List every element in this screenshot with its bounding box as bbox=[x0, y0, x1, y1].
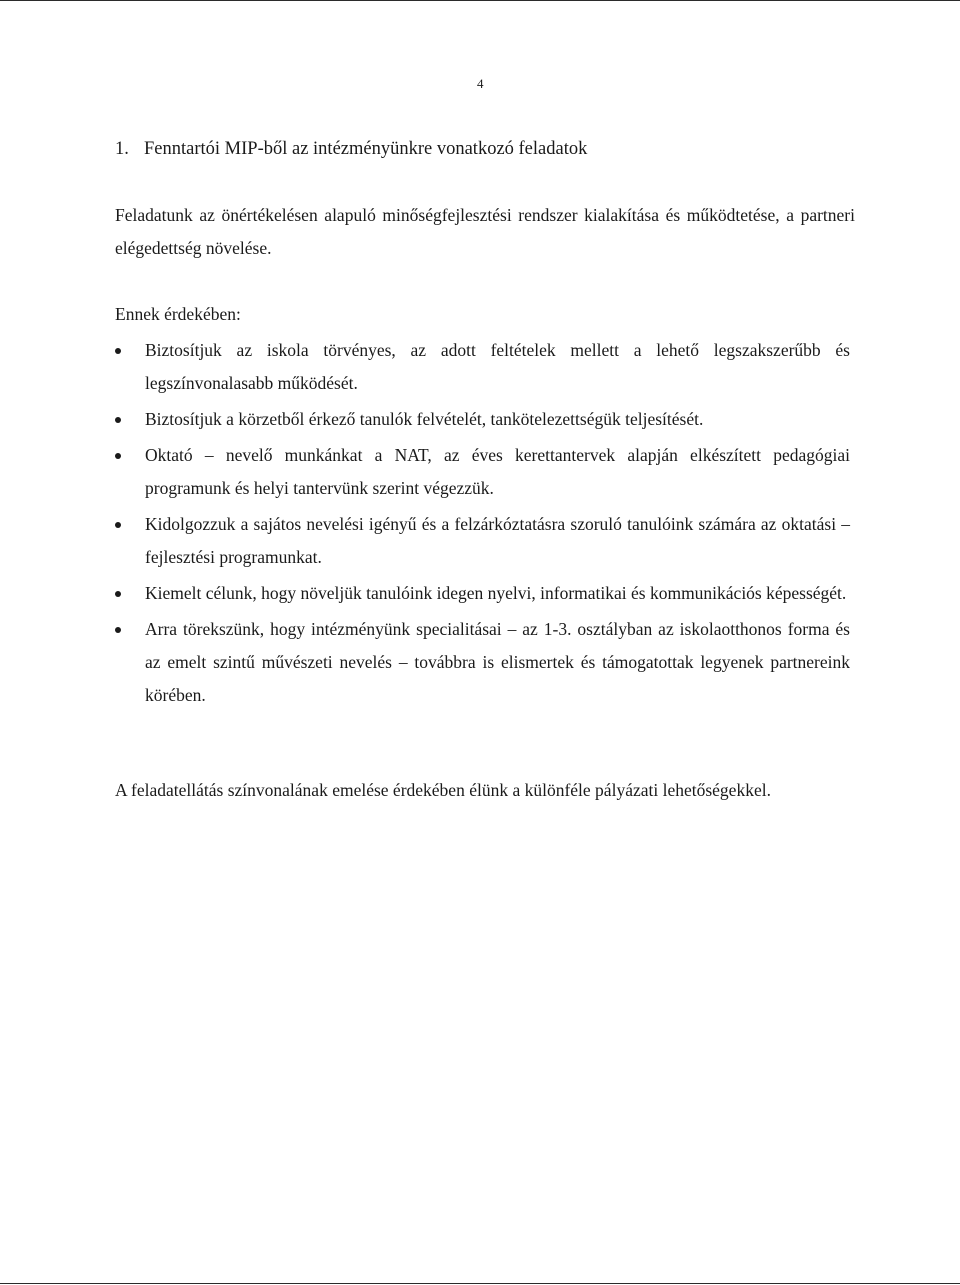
list-item bbox=[115, 403, 850, 436]
bullet-icon bbox=[115, 522, 121, 528]
list-item bbox=[115, 613, 850, 712]
closing-paragraph: A feladatellátás színvonalának emelése érdekében élünk a különféle pályázati lehetőségekkel. bbox=[115, 780, 771, 800]
page-bottom-border bbox=[0, 1283, 960, 1284]
goals-list bbox=[115, 334, 850, 712]
list-item-text: Oktató – nevelő munkánkat a NAT, az éves kerettantervek alapján elkészített pedagógiai programunk és helyi tantervünk szerint végezzük. bbox=[145, 445, 850, 498]
list-item bbox=[115, 334, 850, 400]
section-title: Fenntartói MIP-ből az intézményünkre vonatkozó feladatok bbox=[144, 139, 588, 159]
list-item bbox=[115, 439, 850, 505]
section-number: 1. bbox=[115, 139, 129, 159]
bullet-icon bbox=[115, 627, 121, 633]
bullet-icon bbox=[115, 348, 121, 354]
bullet-icon bbox=[115, 417, 121, 423]
list-item-text: Biztosítjuk a körzetből érkező tanulók felvételét, tankötelezettségük teljesítését. bbox=[145, 409, 704, 429]
list-item bbox=[115, 577, 850, 610]
intro-paragraph: Feladatunk az önértékelésen alapuló minőségfejlesztési rendszer kialakítása és működtetése, a partneri elégedettség növelése. bbox=[115, 205, 855, 258]
list-label: Ennek érdekében: bbox=[115, 304, 241, 324]
list-item-text: Biztosítjuk az iskola törvényes, az adott feltételek mellett a lehető legszakszerűbb és legszínvonalasabb működését. bbox=[145, 340, 850, 393]
list-item-text: Kiemelt célunk, hogy növeljük tanulóink idegen nyelvi, informatikai és kommunikációs képességét. bbox=[145, 583, 847, 603]
bullet-icon bbox=[115, 591, 121, 597]
list-item bbox=[115, 508, 850, 574]
list-item-text: Kidolgozzuk a sajátos nevelési igényű és a felzárkóztatásra szoruló tanulóink számára az oktatási – fejlesztési programunkat. bbox=[145, 514, 850, 567]
page-top-border bbox=[0, 0, 960, 1]
section-heading bbox=[115, 136, 587, 162]
list-item-text: Arra törekszünk, hogy intézményünk specialitásai – az 1-3. osztályban az iskolaotthonos forma és az emelt szintű művészeti nevelés – továbbra is elismertek és támogatottak legyenek partnereink körében. bbox=[145, 619, 850, 705]
page-number: 4 bbox=[477, 76, 484, 91]
bullet-icon bbox=[115, 453, 121, 459]
